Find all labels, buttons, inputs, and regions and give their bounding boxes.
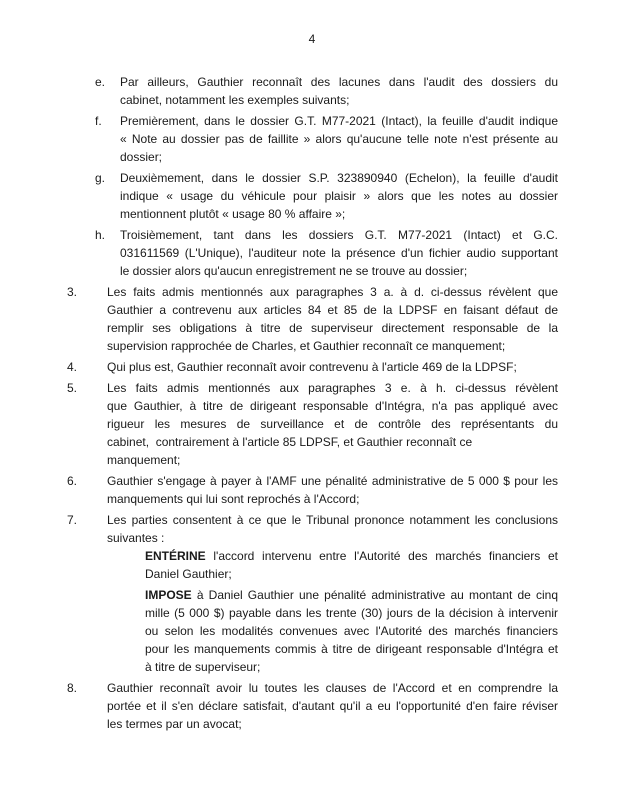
list-marker: 7. <box>67 513 78 527</box>
text-line: ou selon les modalités convenues avec l'Autorité des marchés financiers <box>145 624 558 638</box>
text-line: manquement; <box>107 453 181 467</box>
text-line: Gauthier reconnaît avoir lu toutes les clauses de l'Accord et en comprendre la <box>107 681 558 695</box>
text-line: ENTÉRINE l'accord intervenu entre l'Autorité des marchés financiers et <box>145 549 558 563</box>
text-line: cabinet, contrairement à l'article 85 LDPSF, et Gauthier reconnaît ce <box>107 435 473 449</box>
letter-item-h <box>95 226 558 280</box>
text-line: Les faits admis mentionnés aux paragraphes 3 e. à h. ci-dessus révèlent <box>107 381 558 395</box>
paragraph-lines <box>107 472 558 508</box>
paragraph-lines <box>120 226 558 280</box>
list-marker: 4. <box>67 360 78 374</box>
text-line: suivantes : <box>107 531 165 545</box>
text-line: indique « usage du véhicule pour plaisir » alors que les notes au dossier <box>120 189 558 203</box>
text-line: Gauthier s'engage à payer à l'AMF une pénalité administrative de 5 000 $ pour les <box>107 474 558 488</box>
text-line: Qui plus est, Gauthier reconnaît avoir contrevenu à l'article 469 de la LDPSF; <box>107 360 517 374</box>
letter-item-e <box>95 73 558 109</box>
list-marker: e. <box>95 75 106 89</box>
bold-keyword: ENTÉRINE <box>145 549 206 563</box>
text-line: portée et il s'en déclare satisfait, d'autant qu'il a eu l'opportunité d'en faire réviser <box>107 699 558 713</box>
text-line: Troisièmement, tant dans les dossiers G.T. M77-2021 (Intact) et G.C. <box>120 228 558 242</box>
document-content <box>0 48 624 733</box>
numbered-paragraph-7 <box>67 511 558 676</box>
text-line: le dossier alors qu'aucun enregistrement ne se trouve au dossier; <box>120 264 468 278</box>
text-line: Les faits admis mentionnés aux paragraphes 3 a. à d. ci-dessus révèlent que <box>107 285 558 299</box>
letter-item-f <box>95 112 558 166</box>
text-line: mille (5 000 $) payable dans les trente (30) jours de la décision à intervenir <box>145 606 558 620</box>
text-line: les termes par un avocat; <box>107 717 242 731</box>
list-marker: 3. <box>67 285 78 299</box>
page-number: 4 <box>308 32 316 46</box>
list-marker: 5. <box>67 381 78 395</box>
paragraph-lines <box>145 586 558 676</box>
text-line: cabinet, notamment les exemples suivants; <box>120 93 350 107</box>
list-marker: 6. <box>67 474 78 488</box>
bold-keyword: IMPOSE <box>145 588 192 602</box>
text-line: mentionnent plutôt « usage 80 % affaire »; <box>120 207 346 221</box>
text-line: 031611569 (L'Unique), l'auditeur note la présence d'un fichier audio supportant <box>120 246 558 260</box>
paragraph-lines <box>120 112 558 166</box>
text-line: rigueur les mesures de surveillance et de contrôle des représentants du <box>107 417 558 431</box>
paragraph-lines <box>107 679 558 733</box>
text-line: Deuxièmement, dans le dossier S.P. 323890940 (Echelon), la feuille d'audit <box>120 171 558 185</box>
tribunal-conclusion-block <box>145 586 558 676</box>
text-line: supervision rapprochée de Charles, et Gauthier reconnaît ce manquement; <box>107 339 506 353</box>
text-line: remplir ses obligations à titre de superviseur directement responsable de la <box>107 321 558 335</box>
paragraph-lines <box>107 358 558 376</box>
numbered-paragraph-3 <box>67 283 558 355</box>
text-line: que Gauthier, à titre de dirigeant responsable d'Intégra, n'a pas appliqué avec <box>107 399 558 413</box>
text-line: pour les manquements commis à titre de dirigeant responsable d'Intégra et <box>145 642 558 656</box>
text-line: Premièrement, dans le dossier G.T. M77-2021 (Intact), la feuille d'audit indique <box>120 114 558 128</box>
letter-item-g <box>95 169 558 223</box>
numbered-paragraph-5 <box>67 379 558 469</box>
paragraph-lines <box>120 73 558 109</box>
paragraph-lines <box>107 283 558 355</box>
numbered-paragraph-8 <box>67 679 558 733</box>
numbered-paragraph-6 <box>67 472 558 508</box>
text-line: manquements qui lui sont reprochés à l'Accord; <box>107 492 360 506</box>
text-line: dossier; <box>120 150 163 164</box>
list-marker: 8. <box>67 681 78 695</box>
list-marker: f. <box>95 114 102 128</box>
tribunal-conclusion-block <box>145 547 558 583</box>
text-line: Les parties consentent à ce que le Tribunal prononce notamment les conclusions <box>107 513 558 527</box>
text-line: IMPOSE à Daniel Gauthier une pénalité administrative au montant de cinq <box>145 588 558 602</box>
text-line: Par ailleurs, Gauthier reconnaît des lacunes dans l'audit des dossiers du <box>120 75 558 89</box>
text-line: « Note au dossier pas de faillite » alors qu'aucune telle note n'est présente au <box>120 132 558 146</box>
text-line: à titre de superviseur; <box>145 660 261 674</box>
numbered-paragraph-4 <box>67 358 558 376</box>
text-line: Daniel Gauthier; <box>145 567 232 581</box>
paragraph-lines <box>107 511 558 676</box>
paragraph-lines <box>107 379 558 469</box>
paragraph-lines <box>145 547 558 583</box>
list-marker: h. <box>95 228 106 242</box>
list-marker: g. <box>95 171 106 185</box>
paragraph-lines <box>120 169 558 223</box>
text-line: Gauthier a contrevenu aux articles 84 et 85 de la LDPSF en faisant défaut de <box>107 303 558 317</box>
